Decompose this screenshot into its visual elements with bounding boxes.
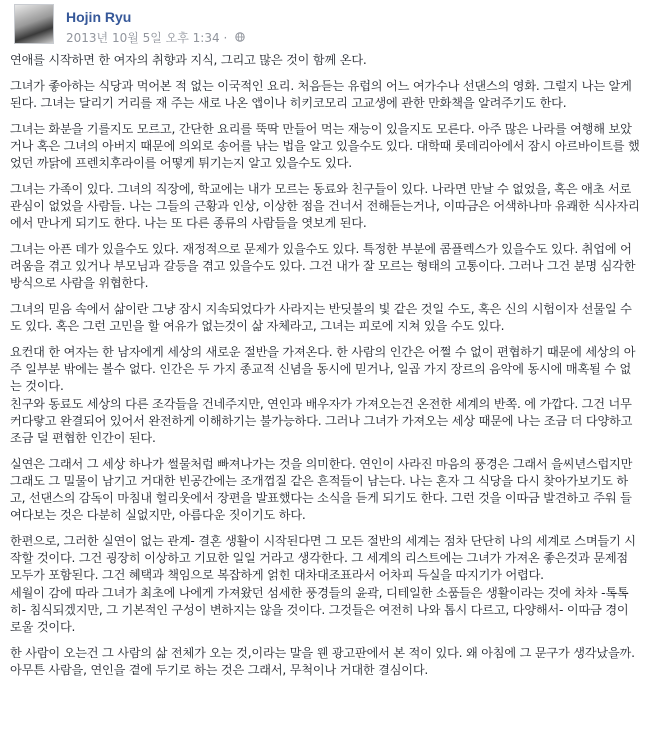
post-paragraph: 그녀가 좋아하는 식당과 먹어본 적 없는 이국적인 요리. 처음듣는 유럽의 어느 여가수나 선댄스의 영화. 그럴지 나는 알게된다. 그녀는 달리기 거리를 재 주는 새로 나온 앱이나 히키코모리 고교생에 관한 만화책을 알려주기도 한다. — [10, 79, 632, 110]
post-header — [10, 0, 640, 52]
post-paragraph: 그녀는 화분을 기를지도 모르고, 간단한 요리를 뚝딱 만들어 먹는 재능이 있을지도 모른다. 아주 많은 나라를 여행해 보았거나 혹은 그녀의 아버지 때문에 의외로 송어를 낚는 법을 알고 있을수도 있다. 대학때 롯데리아에서 잠시 아르바이트를 했었던 까닭에 프렌치후라이를 어떻게 튀기는지 알고 있을수도 있다. — [10, 122, 640, 170]
post-meta — [66, 29, 245, 46]
post-paragraph: 연애를 시작하면 한 여자의 취향과 지식, 그리고 많은 것이 함께 온다. — [10, 53, 367, 67]
post-paragraph: 그녀는 가족이 있다. 그녀의 직장에, 학교에는 내가 모르는 동료와 친구들이 있다. 나라면 만날 수 없었을, 혹은 애초 서로 관심이 없었을 사람들. 나는 그들의 근황과 인상, 이상한 점을 건너서 전해듣는거나, 이따금은 어색하나마 유쾌한 식사자리에서 만나게 되기도 한다. 나는 또 다른 종류의 사람들을 엿보게 된다. — [10, 182, 640, 230]
post-paragraph: 세월이 감에 따라 그녀가 최초에 나에게 가져왔던 섬세한 풍경들의 윤곽, 디테일한 소품들은 생활이라는 것에 차차 -톡톡히- 침식되겠지만, 그 기본적인 구성이 변하지는 않을 것이다. 그것들은 여전히 나와 톱시 다르고, 다양해서- 이따금 경이로울 것이다. — [10, 586, 629, 634]
globe-icon[interactable] — [235, 32, 245, 45]
timestamp-link[interactable]: 2013년 10월 5일 오후 1:34 — [66, 31, 220, 45]
post-paragraph: 한 사람이 오는건 그 사람의 삶 전체가 오는 것,이라는 말을 웬 광고판에서 본 적이 있다. 왜 아침에 그 문구가 생각났을까. 아무튼 사람을, 연인을 곁에 두기로 하는 것은 그래서, 무척이나 거대한 결심이다. — [10, 646, 635, 677]
avatar[interactable] — [14, 4, 54, 44]
post-body — [10, 52, 640, 679]
author-name[interactable]: Hojin Ryu — [66, 9, 132, 25]
post-paragraph: 친구와 동료도 세상의 다른 조각들을 건네주지만, 연인과 배우자가 가져오는건 온전한 세계의 반쪽. 에 가깝다. 그건 너무 커다랗고 완결되어 있어서 완전하게 이해하기는 불가능하다. 그러나 그녀가 가져오는 세상 때문에 나는 조금 더 다양하고 조금 덜 편협한 인간이 된다. — [10, 397, 633, 445]
post-paragraph: 한편으로, 그러한 실연이 없는 관계- 결혼 생활이 시작된다면 그 모든 절반의 세계는 점차 단단히 나의 세계로 스며들기 시작할 것이다. 그건 굉장히 이상하고 기묘한 일일 거라고 생각한다. 그 세계의 리스트에는 그녀가 가져온 좋은것과 문제점 모두가 포함된다. 그건 혜택과 책임으로 복잡하게 얽힌 대차대조표라서 어차피 득실을 따지기가 어렵다. — [10, 534, 636, 582]
post-paragraph: 그녀는 아픈 데가 있을수도 있다. 재정적으로 문제가 있을수도 있다. 특정한 부분에 콤플렉스가 있을수도 있다. 취업에 어려움을 겪고 있거나 부모님과 갈등을 겪고 있을수도 있다. 그건 내가 잘 모르는 형태의 고통이다. 그러나 그건 분명 심각한 방식으로 사람을 위협한다. — [10, 242, 636, 290]
meta-separator: · — [223, 31, 228, 45]
post-paragraph: 요컨대 한 여자는 한 남자에게 세상의 새로운 절반을 가져온다. 한 사람의 인간은 어쩔 수 없이 편협하기 때문에 세상의 아주 일부분 밖에는 볼수 없다. 인간은 두 가지 종교적 신념을 동시에 믿거나, 일곱 가지 장르의 음악에 동시에 매혹될 수 없는 것이다. — [10, 345, 636, 393]
post-paragraph: 그녀의 믿음 속에서 삶이란 그냥 잠시 지속되었다가 사라지는 반딧불의 빛 같은 것일 수도, 혹은 신의 시험이자 선물일 수도 있다. 혹은 그런 고민을 할 여유가 없는것이 삶 자체라고, 그녀는 피로에 지쳐 있을 수도 있다. — [10, 302, 632, 333]
post-paragraph: 실연은 그래서 그 세상 하나가 썰물처럼 빠져나가는 것을 의미한다. 연인이 사라진 마음의 풍경은 그래서 을씨년스럽지만 그래도 그 밀물이 남기고 거대한 빈공간에는 조개껍질 같은 흔적들이 남는다. 나는 혼자 그 식당을 다시 찾아가보기도 하고, 선댄스의 감독이 마침내 헐리웃에서 장편을 발표했다는 소식을 듣게 되기도 한다. 그런 것을 이따금 발견하고 주워 들여다보는 것은 다분히 실없지만, 아름다운 짓이기도 하다. — [10, 457, 633, 522]
